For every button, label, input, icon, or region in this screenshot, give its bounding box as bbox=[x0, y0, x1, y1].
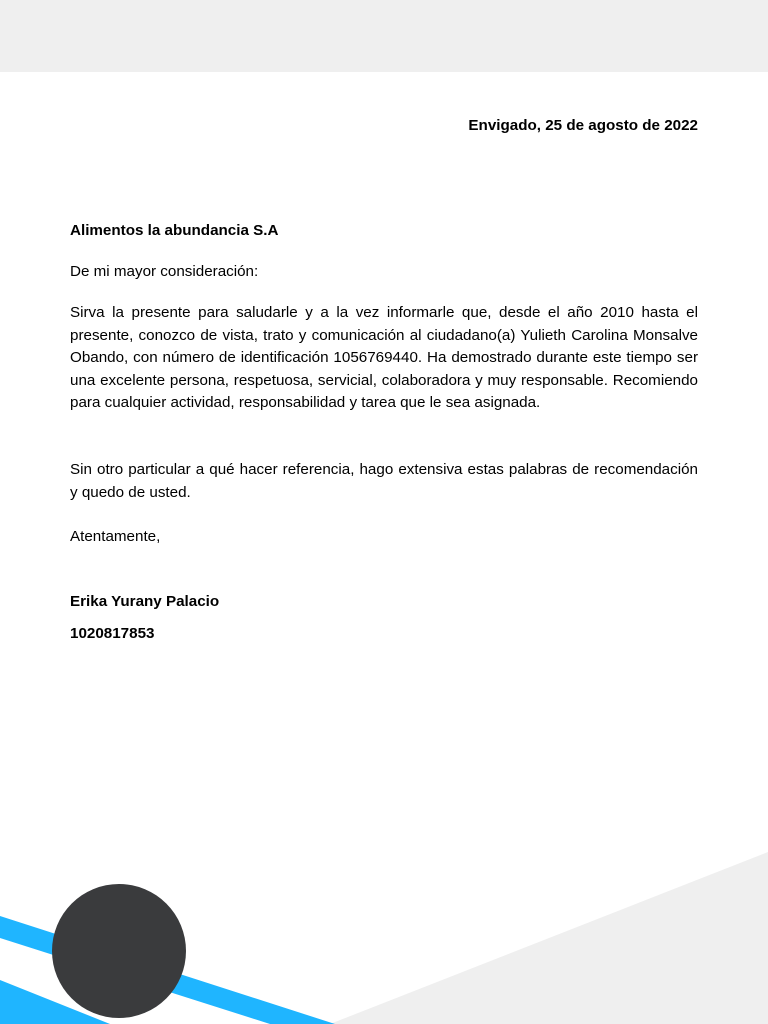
date-line: Envigado, 25 de agosto de 2022 bbox=[468, 117, 698, 134]
signer-name: Erika Yurany Palacio bbox=[70, 593, 220, 610]
body-paragraph-closing-remarks: Sin otro particular a qué hacer referencia, hago extensiva estas palabras de recomendación y quedo de usted. bbox=[70, 461, 698, 501]
recipient-name: Alimentos la abundancia S.A bbox=[70, 222, 279, 239]
signer-id-number: 1020817853 bbox=[70, 625, 155, 642]
salutation: De mi mayor consideración: bbox=[70, 263, 259, 280]
grey-swoosh-shape bbox=[330, 852, 768, 1024]
body-paragraph-recommendation: Sirva la presente para saludarle y a la vez informarle que, desde el año 2010 hasta el presente, conozco de vista, trato y comunicación al ciudadano(a) Yulieth Carolina Monsalve Obando, con número de identificación 1056769440. Ha demostrado durante este tiempo ser una excelente persona, respetuosa, servicial, colaboradora y muy responsable. Recomiendo para cualquier actividad, responsabilidad y tarea que le sea asignada. bbox=[70, 304, 698, 411]
closing-phrase: Atentamente, bbox=[70, 528, 161, 545]
dark-circle-ornament bbox=[52, 884, 186, 1018]
